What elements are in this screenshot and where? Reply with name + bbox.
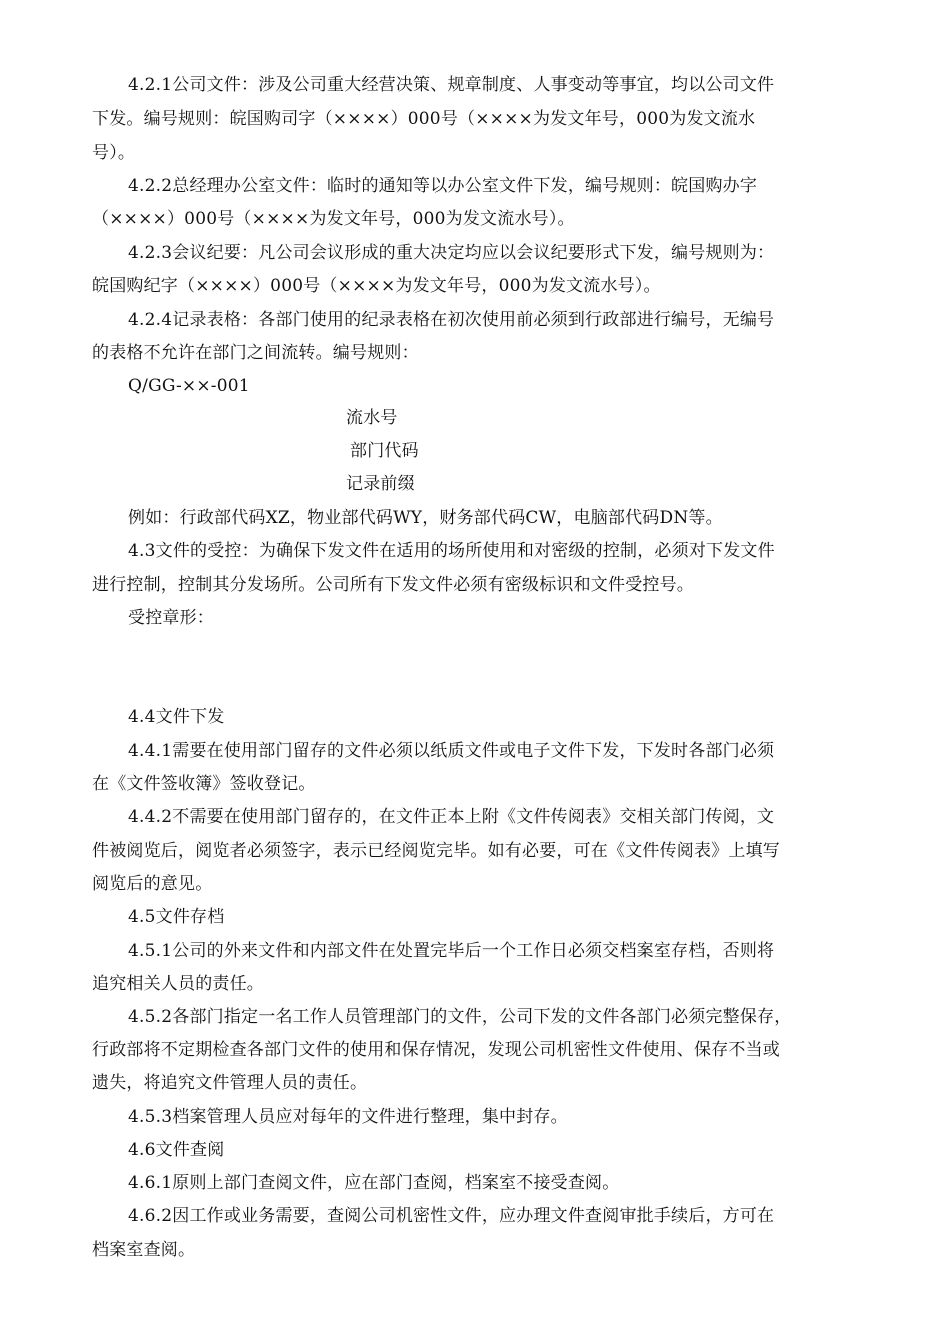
paragraph-4-5-1-line-1: 4.5.1公司的外来文件和内部文件在处置完毕后一个工作日必须交档案室存档，否则将 xyxy=(128,941,775,961)
paragraph-4-2-1-line-1: 4.2.1公司文件：涉及公司重大经营决策、规章制度、人事变动等事宜，均以公司文件 xyxy=(128,75,775,95)
code-label-record-prefix: 记录前缀 xyxy=(346,474,415,494)
paragraph-4-2-1-line-3: 号）。 xyxy=(92,143,136,163)
paragraph-4-2-4-line-2: 的表格不允许在部门之间流转。编号规则： xyxy=(92,343,419,363)
section-4-4-heading: 4.4文件下发 xyxy=(128,707,225,727)
paragraph-4-6-1: 4.6.1原则上部门查阅文件，应在部门查阅，档案室不接受查阅。 xyxy=(128,1173,620,1193)
paragraph-4-2-2-line-1: 4.2.2总经理办公室文件：临时的通知等以办公室文件下发，编号规则：皖国购办字 xyxy=(128,176,758,196)
paragraph-4-4-1-line-2: 在《文件签收簿》签收登记。 xyxy=(92,774,316,794)
paragraph-4-2-2-line-2: （××××）000号（××××为发文年号，000为发文流水号）。 xyxy=(92,209,575,229)
paragraph-4-6-2-line-2: 档案室查阅。 xyxy=(92,1240,196,1260)
controlled-stamp-label: 受控章形： xyxy=(128,608,214,628)
department-code-example: 例如：行政部代码XZ，物业部代码WY，财务部代码CW，电脑部代码DN等。 xyxy=(128,508,723,528)
paragraph-4-4-2-line-3: 阅览后的意见。 xyxy=(92,874,213,894)
paragraph-4-5-2-line-1: 4.5.2各部门指定一名工作人员管理部门的文件，公司下发的文件各部门必须完整保存， xyxy=(128,1007,792,1027)
section-4-5-heading: 4.5文件存档 xyxy=(128,907,225,927)
paragraph-4-5-3: 4.5.3档案管理人员应对每年的文件进行整理，集中封存。 xyxy=(128,1107,568,1127)
paragraph-4-3-line-1: 4.3文件的受控：为确保下发文件在适用的场所使用和对密级的控制，必须对下发文件 xyxy=(128,541,775,561)
paragraph-4-4-1-line-1: 4.4.1需要在使用部门留存的文件必须以纸质文件或电子文件下发，下发时各部门必须 xyxy=(128,741,775,761)
paragraph-4-5-1-line-2: 追究相关人员的责任。 xyxy=(92,974,264,994)
paragraph-4-5-2-line-3: 遗失，将追究文件管理人员的责任。 xyxy=(92,1073,368,1093)
paragraph-4-2-3-line-1: 4.2.3会议纪要：凡公司会议形成的重大决定均应以会议纪要形式下发，编号规则为： xyxy=(128,243,775,263)
paragraph-4-4-2-line-2: 件被阅览后，阅览者必须签字，表示已经阅览完毕。如有必要，可在《文件传阅表》上填写 xyxy=(92,841,780,861)
paragraph-4-2-4-line-1: 4.2.4记录表格：各部门使用的纪录表格在初次使用前必须到行政部进行编号，无编号 xyxy=(128,310,775,330)
paragraph-4-3-line-2: 进行控制，控制其分发场所。公司所有下发文件必须有密级标识和文件受控号。 xyxy=(92,575,694,595)
code-label-department-code: 部门代码 xyxy=(350,441,419,461)
code-label-serial-number: 流水号 xyxy=(346,408,398,428)
section-4-6-heading: 4.6文件查阅 xyxy=(128,1140,225,1160)
paragraph-4-2-3-line-2: 皖国购纪字（××××）000号（××××为发文年号，000为发文流水号）。 xyxy=(92,276,661,296)
paragraph-4-4-2-line-1: 4.4.2不需要在使用部门留存的，在文件正本上附《文件传阅表》交相关部门传阅，文 xyxy=(128,807,775,827)
paragraph-4-5-2-line-2: 行政部将不定期检查各部门文件的使用和保存情况，发现公司机密性文件使用、保存不当或 xyxy=(92,1040,780,1060)
paragraph-4-2-1-line-2: 下发。编号规则：皖国购司字（××××）000号（××××为发文年号，000为发文流水 xyxy=(92,109,756,129)
paragraph-4-6-2-line-1: 4.6.2因工作或业务需要，查阅公司机密性文件，应办理文件查阅审批手续后，方可在 xyxy=(128,1206,775,1226)
record-code-format: Q/GG-××-001 xyxy=(128,376,250,396)
